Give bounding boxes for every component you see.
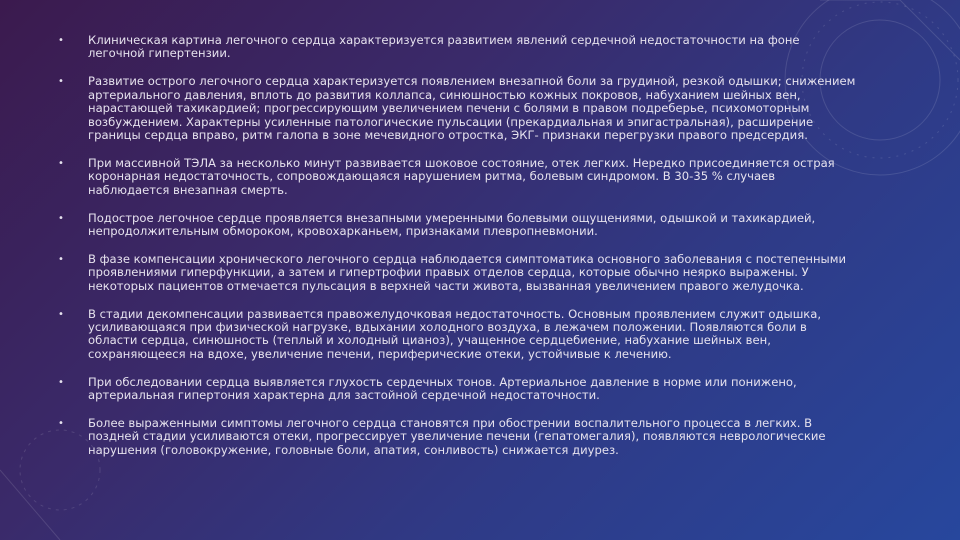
bullet-dot: •	[58, 157, 64, 169]
list-item-text: В фазе компенсации хронического легочного сердца наблюдается симптоматика основного заболевания с постепенными проявлениями гиперфункции, а затем и гипертрофии правых отделов сердца, которые обычно неярко выражены. У некоторых пациентов отмечается пульсация в верхней части живота, вызванная увеличением правого желудочка.	[88, 251, 846, 293]
list-item	[56, 376, 856, 403]
list-item-text: Клиническая картина легочного сердца характеризуется развитием явлений сердечной недостаточности на фоне легочной гипертензии.	[88, 33, 800, 61]
list-item-text: При обследовании сердца выявляется глухость сердечных тонов. Артериальное давление в норме или понижено, артериальная гипертония характерна для застойной сердечной недостаточности.	[88, 374, 797, 403]
list-item	[56, 308, 856, 362]
list-item-text: Подострое легочное сердце проявляется внезапными умеренными болевыми ощущениями, одышкой и тахикардией, непродолжительным обмороком, кровохарканьем, признаками плевропневмонии.	[88, 210, 816, 238]
bullet-dot: •	[58, 35, 64, 46]
bullet-dot: •	[58, 376, 64, 388]
bullet-dot: •	[58, 212, 64, 224]
bullet-dot: •	[58, 76, 64, 88]
slide-body	[56, 34, 856, 472]
list-item	[56, 212, 856, 239]
list-item	[56, 253, 856, 293]
list-item-text: В стадии декомпенсации развивается правожелудочковая недостаточность. Основным проявлением служит одышка, усиливающаяся при физической нагрузке, вдыхании холодного воздуха, в лежачем положении. Появляются боли в области сердца, синюшность (теплый и холодный цианоз), учащенное сердцебиение, набухание шейных вен, сохраняющееся на вдохе, увеличение печени, периферические отеки, устойчивые к лечению.	[88, 306, 822, 361]
list-item-text: Более выраженными симптомы легочного сердца становятся при обострении воспалительного процесса в легких. В поздней стадии усиливаются отеки, прогрессирует увеличение печени (гепатомегалия), появляются неврологические нарушения (головокружение, головные боли, апатия, сонливость) снижается диурез.	[88, 416, 826, 457]
list-item	[56, 417, 856, 457]
list-item-text: Развитие острого легочного сердца характеризуется появлением внезапной боли за грудиной, резкой одышки; снижением артериального давления, вплоть до развития коллапса, синюшностью кожных покровов, набуханием шейных вен, нарастающей тахикардией; прогрессирующим увеличением печени с болями в правом подреберье, психомоторным возбуждением. Характерны усиленные патологические пульсации (прекардиальная и эпигастральная), расширение границы сердца вправо, ритм галопа в зоне мечевидного отростка, ЭКГ- признаки перегрузки правого предсердия.	[88, 74, 856, 142]
bullet-dot: •	[58, 418, 64, 430]
list-item	[56, 34, 856, 61]
list-item	[56, 75, 856, 142]
bullet-dot: •	[58, 308, 64, 320]
list-item-text: При массивной ТЭЛА за несколько минут развивается шоковое состояние, отек легких. Нередко присоединяется острая коронарная недостаточность, сопровождающаяся нарушением ритма, болевым синдромом. В 30-35 % случаев наблюдается внезапная смерть.	[88, 155, 835, 197]
bullet-list	[56, 34, 856, 457]
bullet-dot: •	[58, 253, 64, 265]
list-item	[56, 157, 856, 197]
